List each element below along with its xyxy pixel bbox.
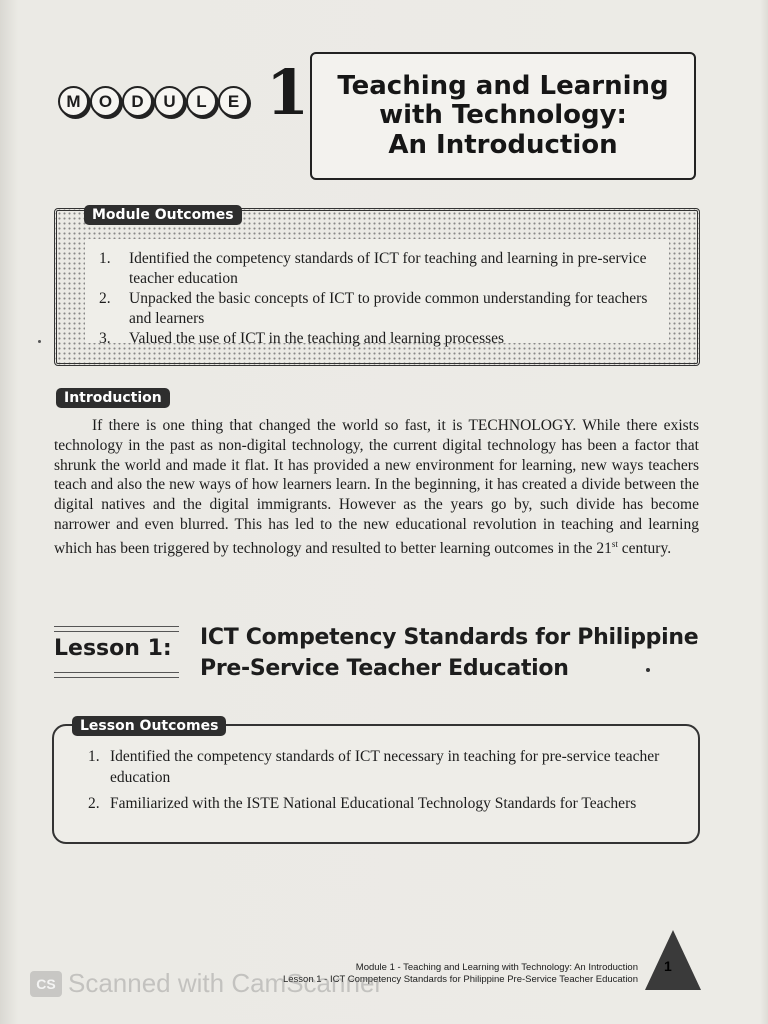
lesson-dot [646, 668, 650, 672]
item-number: 3. [99, 330, 111, 347]
lesson-rule-bottom [54, 672, 179, 678]
camscanner-icon: CS [30, 971, 62, 997]
introduction-body [54, 416, 699, 559]
list-item [99, 249, 661, 289]
item-text: Identified the competency standards of ICT for teaching and learning in pre-service teacher education [129, 250, 647, 287]
module-word [58, 86, 249, 117]
page-number-triangle [645, 930, 701, 990]
list-item [88, 746, 688, 788]
watermark-text: Scanned with CamScanner [68, 968, 384, 998]
introduction-text-end: century. [617, 539, 672, 557]
binder-dot [38, 340, 41, 343]
module-outcomes-content [85, 239, 669, 347]
module-number: 1 [266, 56, 310, 129]
scanner-watermark [30, 968, 383, 999]
item-number: 1. [88, 748, 100, 765]
module-title-box [310, 52, 696, 180]
lesson-rule-top [54, 626, 179, 632]
module-letter: U [154, 86, 185, 117]
item-number: 2. [99, 290, 111, 307]
lesson-title-line: ICT Competency Standards for Philippine [200, 625, 699, 650]
lesson-outcomes-heading: Lesson Outcomes [72, 716, 226, 736]
list-item [99, 289, 661, 329]
footer-lesson-line: Lesson 1 - ICT Competency Standards for Philippine Pre-Service Teacher Education [282, 974, 638, 985]
lesson-title-line: Pre-Service Teacher Education [200, 656, 569, 681]
module-outcomes-list [99, 249, 661, 349]
list-item [99, 329, 661, 349]
item-number: 1. [99, 250, 111, 267]
item-number: 2. [88, 795, 100, 812]
introduction-heading: Introduction [56, 388, 170, 408]
module-letter: M [58, 86, 89, 117]
lesson-outcomes-box [52, 724, 700, 844]
item-text: Valued the use of ICT in the teaching and learning processes [129, 330, 505, 347]
ordinal-suffix: st [611, 538, 618, 549]
module-title-line: Teaching and Learning [337, 71, 669, 102]
module-letter: E [218, 86, 249, 117]
module-letter: L [186, 86, 217, 117]
module-outcomes-heading: Module Outcomes [84, 205, 242, 225]
module-letter: O [90, 86, 121, 117]
module-letter: D [122, 86, 153, 117]
module-title-line: with Technology: [379, 100, 627, 131]
page-number: 1 [664, 958, 672, 974]
item-text: Unpacked the basic concepts of ICT to provide common understanding for teachers and learners [129, 290, 648, 327]
item-text: Identified the competency standards of ICT necessary in teaching for pre-service teacher education [110, 748, 660, 786]
footer-module-line: Module 1 - Teaching and Learning with Technology: An Introduction [355, 962, 638, 973]
lesson-outcomes-list [88, 746, 688, 819]
module-title-line: An Introduction [388, 129, 618, 160]
list-item [88, 793, 688, 814]
lesson-label: Lesson 1: [54, 636, 172, 661]
item-text: Familiarized with the ISTE National Educational Technology Standards for Teachers [110, 795, 637, 812]
module-outcomes-box [54, 208, 700, 366]
lesson-title [200, 622, 698, 684]
introduction-text: If there is one thing that changed the world so fast, it is TECHNOLOGY. While there exists technology in the past as non-digital technology, the current digital technology has been a factor that shrunk the world and made it flat. It has provided a new environment for learning, new ways teachers teach and also the new ways of how learners learn. In the beginning, it has created a divide between the digital natives and the digital immigrants. However as the years go by, such divide has become narrower and even blurred. This has led to the new educational revolution in teaching and learning which has been triggered by technology and resulted to better learning outcomes in the 21 [54, 417, 699, 557]
